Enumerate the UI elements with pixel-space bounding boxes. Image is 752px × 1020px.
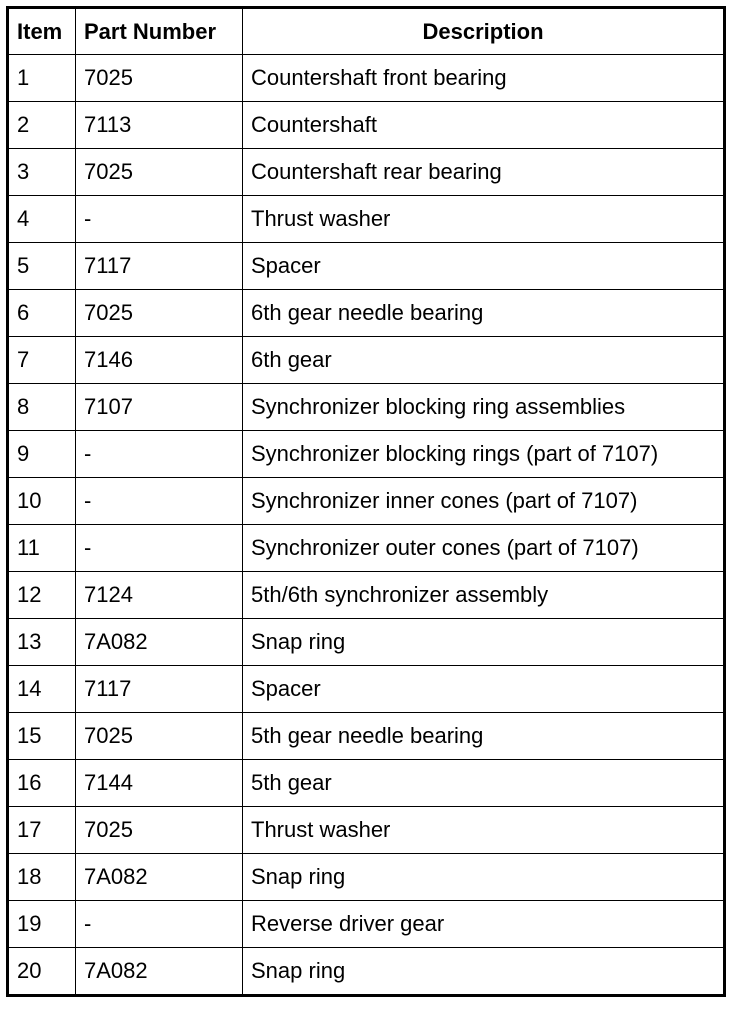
- cell-item: 15: [8, 713, 76, 760]
- cell-part-number: 7A082: [76, 619, 243, 666]
- cell-item: 13: [8, 619, 76, 666]
- cell-item: 19: [8, 901, 76, 948]
- table-row: [8, 478, 725, 525]
- table-row: [8, 572, 725, 619]
- table-row: [8, 102, 725, 149]
- cell-part-number: 7025: [76, 149, 243, 196]
- header-row: [8, 8, 725, 55]
- cell-part-number: 7117: [76, 666, 243, 713]
- table-body: [8, 55, 725, 996]
- cell-part-number: 7113: [76, 102, 243, 149]
- cell-description: Synchronizer inner cones (part of 7107): [243, 478, 725, 525]
- cell-item: 16: [8, 760, 76, 807]
- table-row: [8, 854, 725, 901]
- cell-part-number: 7025: [76, 807, 243, 854]
- cell-description: Thrust washer: [243, 196, 725, 243]
- table-row: [8, 619, 725, 666]
- cell-part-number: -: [76, 478, 243, 525]
- cell-part-number: -: [76, 431, 243, 478]
- cell-description: Synchronizer outer cones (part of 7107): [243, 525, 725, 572]
- cell-part-number: 7025: [76, 713, 243, 760]
- cell-item: 11: [8, 525, 76, 572]
- cell-part-number: 7144: [76, 760, 243, 807]
- cell-part-number: 7A082: [76, 948, 243, 996]
- cell-description: 5th gear: [243, 760, 725, 807]
- cell-description: Reverse driver gear: [243, 901, 725, 948]
- cell-description: Countershaft front bearing: [243, 55, 725, 102]
- cell-item: 10: [8, 478, 76, 525]
- cell-part-number: 7107: [76, 384, 243, 431]
- cell-part-number: -: [76, 901, 243, 948]
- table-row: [8, 666, 725, 713]
- cell-part-number: 7A082: [76, 854, 243, 901]
- cell-part-number: 7025: [76, 290, 243, 337]
- cell-description: Countershaft rear bearing: [243, 149, 725, 196]
- cell-description: Snap ring: [243, 854, 725, 901]
- cell-part-number: 7117: [76, 243, 243, 290]
- table-row: [8, 384, 725, 431]
- table-row: [8, 760, 725, 807]
- table-row: [8, 525, 725, 572]
- cell-part-number: 7124: [76, 572, 243, 619]
- cell-part-number: -: [76, 196, 243, 243]
- table-header: [8, 8, 725, 55]
- cell-item: 12: [8, 572, 76, 619]
- table-row: [8, 290, 725, 337]
- cell-item: 20: [8, 948, 76, 996]
- cell-item: 3: [8, 149, 76, 196]
- cell-description: Snap ring: [243, 619, 725, 666]
- cell-item: 6: [8, 290, 76, 337]
- cell-item: 1: [8, 55, 76, 102]
- table-row: [8, 431, 725, 478]
- cell-part-number: 7146: [76, 337, 243, 384]
- table-row: [8, 948, 725, 996]
- cell-description: 5th gear needle bearing: [243, 713, 725, 760]
- cell-item: 8: [8, 384, 76, 431]
- cell-part-number: 7025: [76, 55, 243, 102]
- table-row: [8, 243, 725, 290]
- cell-description: Thrust washer: [243, 807, 725, 854]
- cell-description: Spacer: [243, 243, 725, 290]
- cell-description: 6th gear: [243, 337, 725, 384]
- cell-description: Snap ring: [243, 948, 725, 996]
- cell-description: Synchronizer blocking ring assemblies: [243, 384, 725, 431]
- table-row: [8, 337, 725, 384]
- table-row: [8, 55, 725, 102]
- header-item: Item: [8, 8, 76, 55]
- cell-part-number: -: [76, 525, 243, 572]
- cell-item: 17: [8, 807, 76, 854]
- cell-item: 7: [8, 337, 76, 384]
- parts-table: [6, 6, 726, 997]
- cell-description: 5th/6th synchronizer assembly: [243, 572, 725, 619]
- cell-item: 5: [8, 243, 76, 290]
- cell-item: 2: [8, 102, 76, 149]
- cell-description: Countershaft: [243, 102, 725, 149]
- table-row: [8, 149, 725, 196]
- cell-item: 9: [8, 431, 76, 478]
- cell-description: Synchronizer blocking rings (part of 7107): [243, 431, 725, 478]
- header-part-number: Part Number: [76, 8, 243, 55]
- cell-item: 4: [8, 196, 76, 243]
- cell-item: 18: [8, 854, 76, 901]
- header-description: Description: [243, 8, 725, 55]
- table-row: [8, 713, 725, 760]
- table-row: [8, 901, 725, 948]
- table-row: [8, 807, 725, 854]
- cell-description: Spacer: [243, 666, 725, 713]
- cell-item: 14: [8, 666, 76, 713]
- table-row: [8, 196, 725, 243]
- cell-description: 6th gear needle bearing: [243, 290, 725, 337]
